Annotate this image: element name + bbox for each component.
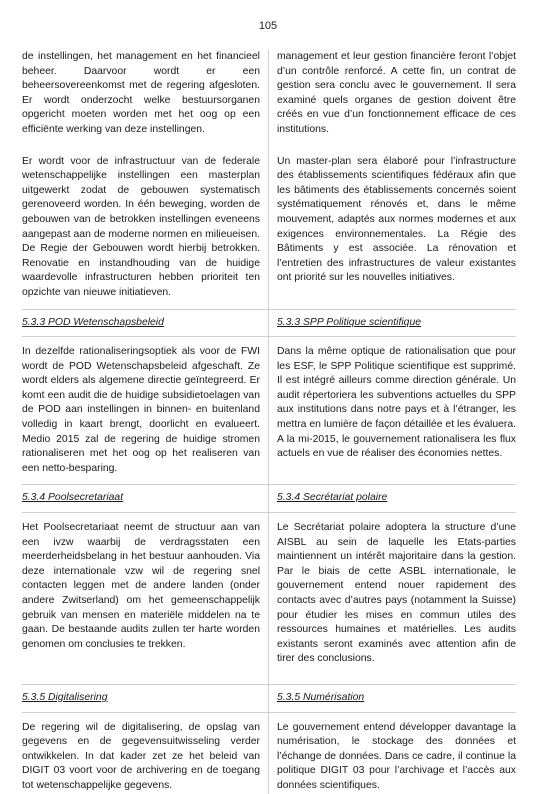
dutch-section-heading: 5.3.5 Digitalisering — [22, 685, 269, 712]
french-paragraph: Le Secrétariat polaire adoptera la structure d’une AISBL au sein de laquelle les Etats-parties maintiennent un intérêt majoritaire dans la gestion. Par le biais de cette ASBL internationale, le gouvernement entend nouer rapidement des contacts avec d’autres pays (notamment la Suisse) pour étudier les mises en commun utiles des ressources humaines et matérielles. Les audits existants seront examinés avec attention afin de tirer des conclusions. — [277, 522, 516, 665]
dutch-section-heading: 5.3.3 POD Wetenschapsbeleid — [22, 310, 269, 337]
dutch-paragraph: Het Poolsecretariaat neemt de structuur aan van een ivzw waarbij de verdragsstaten een meerderheidsbelang in het bestuur aanhouden. Via deze internationale vzw wil de regering snel contacten leggen met de andere landen (onder andere Zwitserland) om het gemeenschappelijk gebruik van mensen en materiële middelen na te gaan. De bestaande audits zullen ter harte worden genomen om conclusies te trekken. — [22, 521, 269, 667]
section-row — [22, 50, 516, 138]
heading-row — [22, 685, 516, 712]
bilingual-document — [22, 50, 516, 794]
french-section-heading: 5.3.3 SPP Politique scientifique — [277, 316, 422, 328]
dutch-paragraph: de instellingen, het management en het financieel beheer. Daarvoor wordt er een beheersovereenkomst met de regering afgesloten. Er wordt onderzocht welke bestuursorganen opgericht moeten worden met het oog op een efficiënte werking van deze instellingen. — [22, 50, 269, 138]
french-paragraph: management et leur gestion financière feront l’objet d’un contrôle renforcé. A cette fin, un contrat de gestion sera conclu avec le gouvernement. Il sera examiné quels organes de gestion doivent être créés en vue d’un fonctionnement efficace de ces institutions. — [277, 51, 516, 135]
dutch-section-heading: 5.3.4 Poolsecretariaat — [22, 485, 269, 512]
french-section-heading: 5.3.5 Numérisation — [277, 691, 365, 703]
page-number: 105 — [258, 20, 278, 32]
section-row — [22, 345, 516, 476]
dutch-paragraph: Er wordt voor de infrastructuur van de federale wetenschappelijke instellingen een masterplan uitgewerkt zodat de gebouwen systematisch gerenoveerd worden. In één beweging, worden de gebouwen van de betrokken instellingen eveneens aangepast aan de moderne normen en milieueisen. De Regie der Gebouwen wordt hierbij betrokken. Renovatie en instandhouding van de huidige waardevolle infrastructuren hebben prioriteit ten opzichte van nieuwe initiatieven. — [22, 155, 269, 301]
dutch-paragraph: In dezelfde rationaliseringsoptiek als voor de FWI wordt de POD Wetenschapsbeleid afgeschaft. Ze wordt elders als algemene directie geïntegreerd. Er komt een audit die de huidige subsidietoelagen van de POD aan instellingen in binnen- en buitenland volledig in kaart brengt, doorlicht en evalueert. Medio 2015 zal de regering de huidige stromen rationaliseren met het oog op het realiseren van een netto-besparing. — [22, 345, 269, 476]
section-row — [22, 721, 516, 794]
french-paragraph: Un master-plan sera élaboré pour l’infrastructure des établissements scientifiques fédéraux afin que les bâtiments des établissements concernés soient systématiquement rénovés et, dans le même mouvement, adaptés aux normes modernes et aux exigences environnementales. La Régie des Bâtiments y est associée. La rénovation et l’entretien des infrastructures de valeur existantes ont priorité sur les nouvelles initiatives. — [277, 155, 516, 284]
dutch-paragraph: De regering wil de digitalisering, de opslag van gegevens en de gegevensuitwisseling verder ontwikkelen. In dat kader zet ze het beleid van DIGIT 03 voort voor de archivering en de toegang tot wetenschappelijke gegevens. — [22, 721, 269, 794]
french-paragraph: Dans la même optique de rationalisation que pour les ESF, le SPP Politique scientifique est supprimé. Il est intégré ailleurs comme direction générale. Un audit répertoriera les subventions actuelles du SPP aux institutions dans notre pays et à l’étranger, les mettra en lumière de façon détaillée et les évaluera. A la mi-2015, le gouvernement rationalisera les flux actuels en vue de réaliser des économies nettes. — [277, 346, 516, 460]
section-row — [22, 521, 516, 667]
french-section-heading: 5.3.4 Secrétariat polaire — [277, 492, 388, 504]
heading-row — [22, 485, 516, 512]
spacer-row — [22, 138, 516, 155]
french-paragraph: Le gouvernement entend développer davantage la numérisation, le stockage des données et l’échange de données. Dans ce cadre, il continue la politique DIGIT 03 pour l’archivage et l’accès aux données scientifiques. — [277, 721, 516, 791]
heading-row — [22, 310, 516, 337]
section-row — [22, 155, 516, 301]
